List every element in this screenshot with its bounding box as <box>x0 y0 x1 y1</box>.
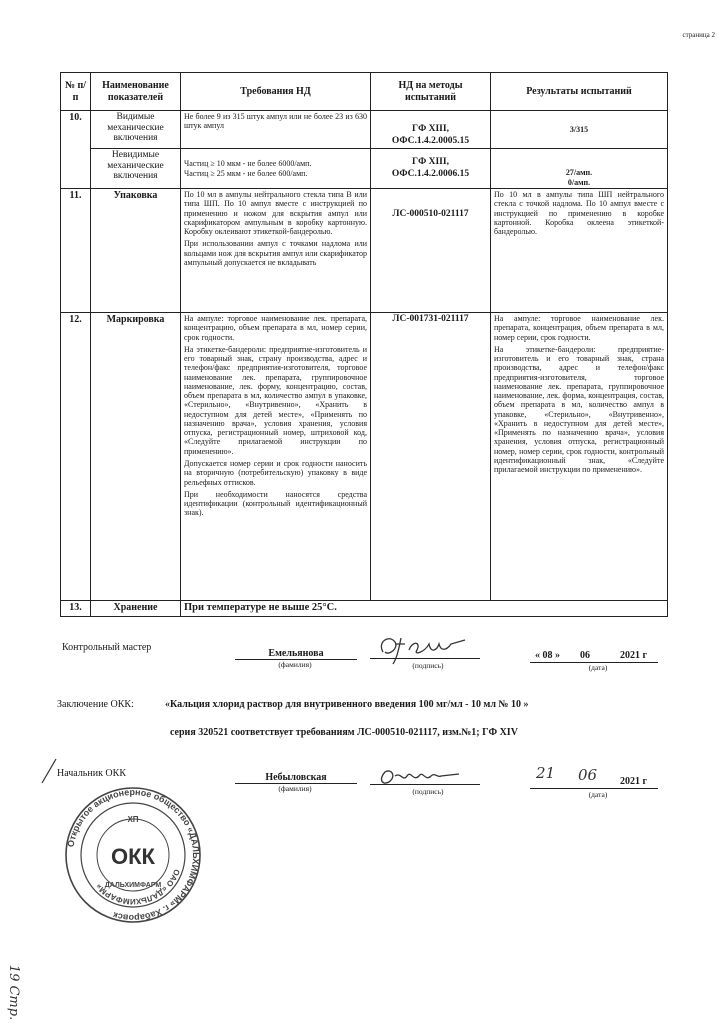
table-row <box>61 313 668 601</box>
req-paragraph: При использовании ампул с точками надлома или кольцами нож для вскрытия ампул или скарификатор ампульный допускается не вкладывать <box>184 239 367 267</box>
stamp-top-text: ХП <box>127 815 139 824</box>
head-date-line <box>530 788 658 789</box>
row-num: 13. <box>61 601 91 617</box>
row-nd <box>371 111 491 149</box>
row-result: По 10 мл в ампулы типа ШП нейтрального стекла с точкой надлома. По 10 ампул вместе с инструкцией по применению в коробке картонной. Коробка оклеена этикеткой-бандеролью. <box>491 189 668 313</box>
row-result: 3/315 <box>491 111 668 149</box>
head-date-month: 06 <box>578 766 598 784</box>
req-paragraph: На этикетке-бандероли: предприятие-изготовитель и его товарный знак, страну производства, адрес и телефон/факс предприятия-изготовителя, торговое наименование лек. препарата, группировочное наименование, лек. форму, концентрацию, состав, объем препарата в мл, количество ампул в упаковке, «Стерильно», «Внутривенно», «Хранить в недоступном для детей месте», «Применять по назначению врача», условия хранения, условия отпуска, регистрационный номер, штриховой код, «Следуйте прилагаемой инструкции по применению». <box>184 344 367 456</box>
head-signature-caption: (подпись) <box>412 787 444 796</box>
res-line: 0/амп. <box>567 177 591 187</box>
head-signature-line <box>370 784 480 785</box>
page-number: страница 2 <box>682 31 715 39</box>
stamp-inner-text: ОАО «ДАЛЬХИМФАРМ» <box>93 867 182 907</box>
req-line: Частиц ≥ 10 мкм - не более 6000/амп. <box>184 159 312 169</box>
table-header-row <box>61 73 668 111</box>
res-paragraph: На ампуле: торговое наименование лек. препарата, концентрация, объем препарата в мл, номер серии, срок годности. <box>494 314 664 342</box>
master-surname: Емельянова <box>235 648 357 660</box>
row-result <box>491 149 668 189</box>
head-date-day: 21 <box>536 764 556 782</box>
row-requirement: Не более 9 из 315 штук ампул или не более 23 из 630 штук ампул <box>181 111 371 149</box>
row-num: 12. <box>61 313 91 601</box>
row-requirement: При температуре не выше 25°С. <box>181 601 668 617</box>
row-num: 10. <box>61 111 91 189</box>
stamp-bottom-text: ДАЛЬХИМФАРМ <box>104 882 162 889</box>
head-surname-caption: (фамилия) <box>278 784 312 793</box>
header-results: Результаты испытаний <box>491 73 668 111</box>
head-date-year: 2021 г <box>620 776 648 787</box>
master-signature-line <box>370 658 480 659</box>
head-date-caption: (дата) <box>588 790 608 799</box>
row-num: 11. <box>61 189 91 313</box>
head-surname: Небыловская <box>235 772 357 784</box>
margin-note: 19 Стр. <box>6 964 22 1021</box>
row-name: Видимые механические включения <box>91 111 181 149</box>
row-nd: ЛС-001731-021117 <box>371 313 491 601</box>
master-surname-caption: (фамилия) <box>278 660 312 669</box>
conclusion-label: Заключение ОКК: <box>57 699 134 710</box>
row-result <box>491 313 668 601</box>
table-row <box>61 111 668 149</box>
req-paragraph: Допускается номер серии и срок годности наносить на вторичную (потребительскую) упаковку в виде рельефных оттисков. <box>184 458 367 487</box>
okk-stamp <box>63 785 203 925</box>
nd-line: ОФС.1.4.2.0005.15 <box>391 135 470 146</box>
master-date-year: 2021 г <box>620 650 648 661</box>
header-name: Наименование показателей <box>91 73 181 111</box>
master-date-caption: (дата) <box>588 663 608 672</box>
stamp-ring-text: Открытое акционерное общество «ДАЛЬХИМФАРМ» г. Хабаровск <box>65 786 202 924</box>
check-mark-icon <box>40 755 70 785</box>
row-nd: ЛС-000510-021117 <box>371 189 491 313</box>
row-nd <box>371 149 491 189</box>
master-date-month: 06 <box>580 650 590 661</box>
nd-line: ГФ XIII, <box>412 124 449 135</box>
row-name: Маркировка <box>91 313 181 601</box>
nd-line: ОФС.1.4.2.0006.15 <box>391 168 470 179</box>
req-paragraph: На ампуле: торговое наименование лек. препарата, концентрацию, объем препарата в мл, номер серии, срок годности. <box>184 314 367 342</box>
req-paragraph: При необходимости наносятся средства идентификации (контрольный идентификационный знак). <box>184 489 367 518</box>
head-label: Начальник ОКК <box>57 768 126 779</box>
row-requirement <box>181 189 371 313</box>
req-paragraph: По 10 мл в ампулы нейтрального стекла типа В или типа ШП. По 10 ампул вместе с инструкцией по применению и ножом для вскрытия ампул или скарификатором ампульным в коробку картонную. Коробку оклеивают этикеткой-бандеролью. <box>184 190 367 237</box>
table-row <box>61 601 668 617</box>
res-paragraph: На этикетке-бандероли: предприятие-изготовитель и его товарный знак, страна производства, адрес и телефон/факс предприятия-изготовителя, торговое наименование лек. препарата, группировочное наименование, лек. форма, концентрация, состав, объем препарата в мл, количество ампул в упаковке, «Стерильно», «Внутривенно», «Хранить в недоступном для детей месте», «Применять по назначению врача», условия хранения, условия отпуска, регистрационный номер, номер серии, срок годности, контрольный идентификационный знак, «Следуйте прилагаемой инструкции по применению». <box>494 344 664 475</box>
table-row <box>61 149 668 189</box>
spec-table <box>60 72 668 617</box>
table-row <box>61 189 668 313</box>
master-label: Контрольный мастер <box>62 642 152 653</box>
row-name: Хранение <box>91 601 181 617</box>
row-name: Упаковка <box>91 189 181 313</box>
header-num: № п/п <box>61 73 91 111</box>
row-requirement <box>181 313 371 601</box>
row-name: Невидимые механические включения <box>91 149 181 189</box>
nd-line: ГФ XIII, <box>412 157 449 168</box>
master-date-day: « 08 » <box>535 650 560 661</box>
conclusion-product: «Кальция хлорид раствор для внутривенного введения 100 мг/мл - 10 мл № 10 » <box>165 699 529 710</box>
req-line: Частиц ≥ 25 мкм - не более 600/амп. <box>184 168 308 178</box>
header-nd: НД на методы испытаний <box>371 73 491 111</box>
header-req: Требования НД <box>181 73 371 111</box>
row-requirement <box>181 149 371 189</box>
master-signature-caption: (подпись) <box>412 661 444 670</box>
res-line: 27/амп. <box>565 168 593 178</box>
conclusion-compliance: серия 320521 соответствует требованиям ЛС-000510-021117, изм.№1; ГФ XIV <box>170 727 518 738</box>
stamp-center-text: ОКК <box>111 844 155 869</box>
